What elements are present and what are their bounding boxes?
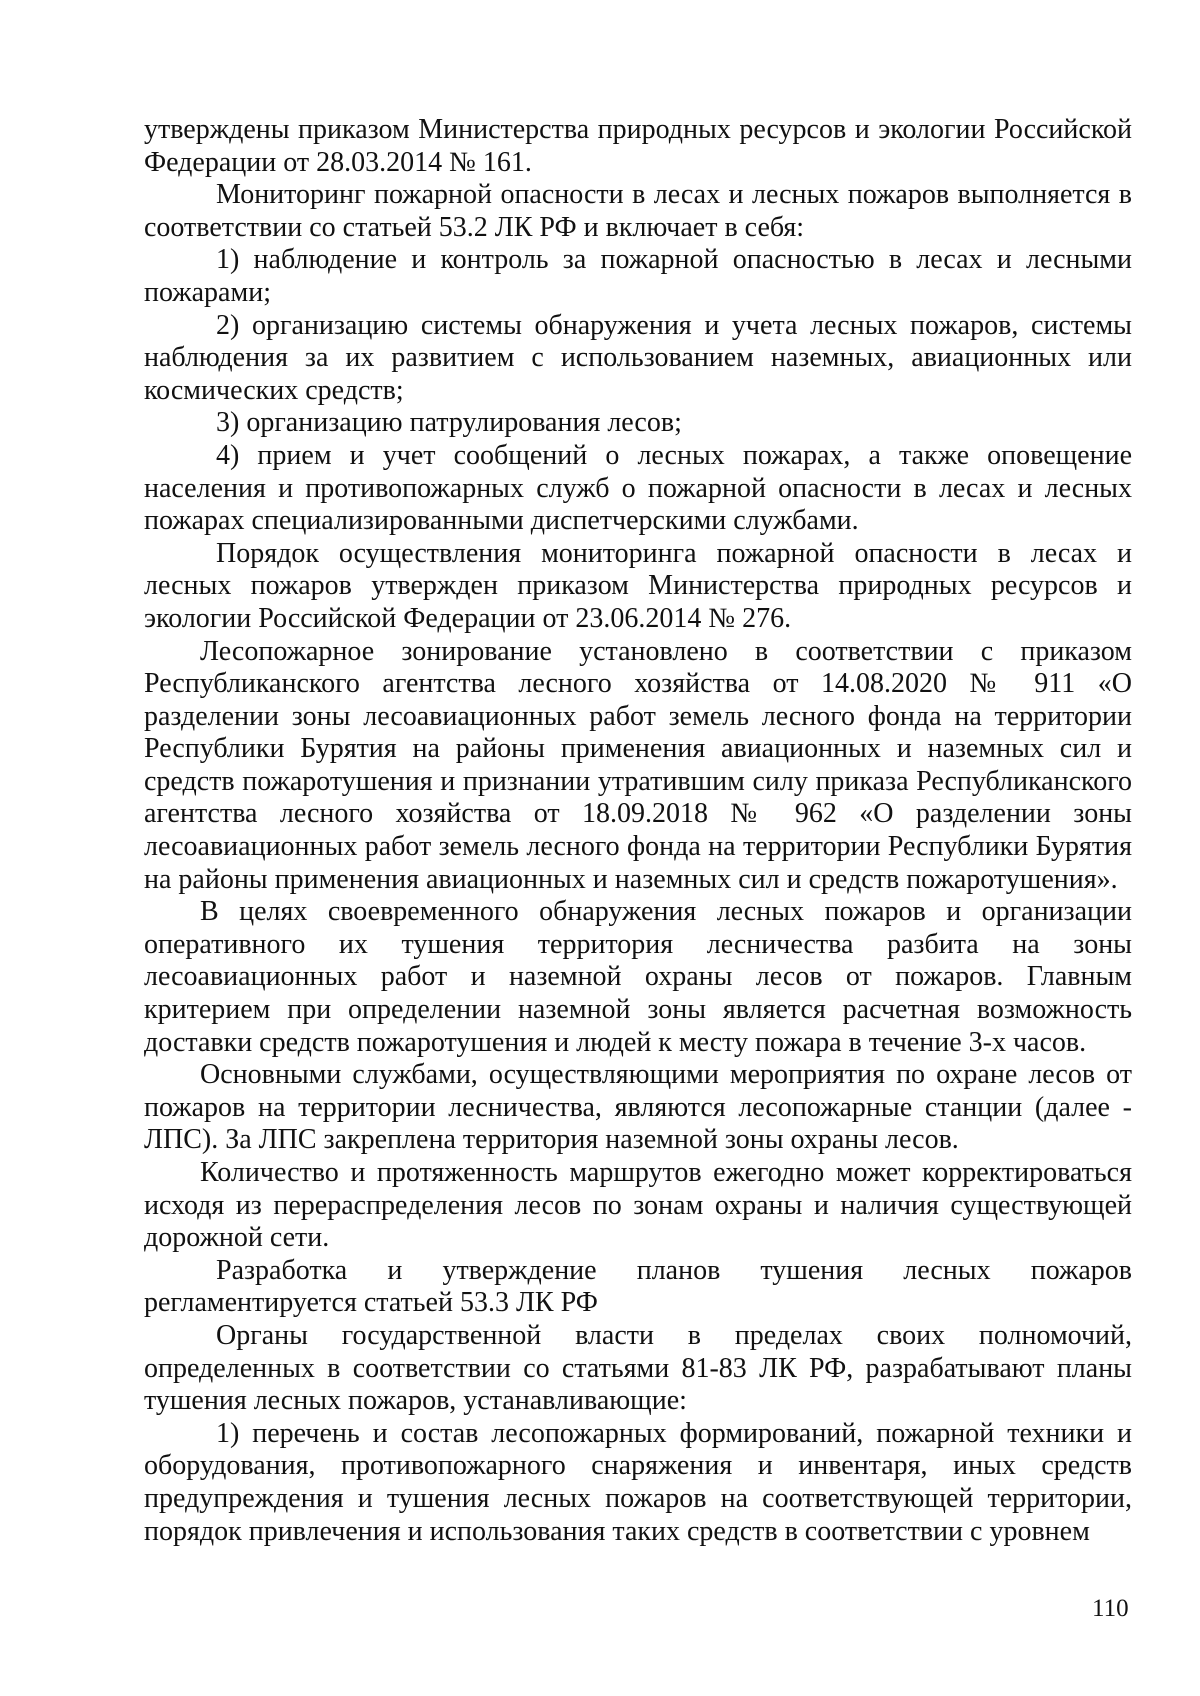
list-item-1-observation: 1) наблюдение и контроль за пожарной опасностью в лесах и лесными пожарами; bbox=[144, 244, 1132, 308]
paragraph-routes: Количество и протяженность маршрутов ежегодно может корректироваться исходя из перераспределения лесов по зонам охраны и наличия существующей дорожной сети. bbox=[144, 1157, 1132, 1254]
paragraph-authorities: Органы государственной власти в пределах своих полномочий, определенных в соответствии со статьями 81-83 ЛК РФ, разрабатывают планы тушения лесных пожаров, устанавливающие: bbox=[144, 1319, 1132, 1417]
paragraph-monitoring-order: Порядок осуществления мониторинга пожарной опасности в лесах и лесных пожаров утвержден приказом Министерства природных ресурсов и экологии Российской Федерации от 23.06.2014 № 276. bbox=[144, 537, 1132, 634]
list-item-3-patrolling: 3) организацию патрулирования лесов; bbox=[216, 407, 682, 439]
paragraph-order-continuation: утверждены приказом Министерства природных ресурсов и экологии Российской Федерации от 28.03.2014 № 161. bbox=[144, 114, 1132, 178]
page-number: 110 bbox=[1092, 1595, 1129, 1622]
list-item-1-formations: 1) перечень и состав лесопожарных формирований, пожарной техники и оборудования, противопожарного снаряжения и инвентаря, иных средств предупреждения и тушения лесных пожаров на соответствующей территории, порядок привлечения и использования таких средств в соответствии с уровнем bbox=[144, 1417, 1132, 1547]
list-item-2-detection-system: 2) организацию системы обнаружения и учета лесных пожаров, системы наблюдения за их развитием с использованием наземных, авиационных или космических средств; bbox=[144, 309, 1132, 406]
paragraph-zones: В целях своевременного обнаружения лесных пожаров и организации оперативного их тушения территория лесничества разбита на зоны лесоавиационных работ и наземной охраны лесов от пожаров. Главным критерием при определении наземной зоны является расчетная возможность доставки средств пожаротушения и людей к месту пожара в течение 3-х часов. bbox=[144, 896, 1132, 1058]
paragraph-monitoring-intro: Мониторинг пожарной опасности в лесах и лесных пожаров выполняется в соответствии со статьей 53.2 ЛК РФ и включает в себя: bbox=[144, 179, 1132, 243]
paragraph-fire-zoning: Лесопожарное зонирование установлено в соответствии с приказом Республиканского агентства лесного хозяйства от 14.08.2020 № 911 «О разделении зоны лесоавиационных работ земель лесного фонда на территории Республики Бурятия на районы применения авиационных и наземных сил и средств пожаротушения и признании утратившим силу приказа Республиканского агентства лесного хозяйства от 18.09.2018 № 962 «О разделении зоны лесоавиационных работ земель лесного фонда на территории Республики Бурятия на районы применения авиационных и наземных сил и средств пожаротушения». bbox=[144, 635, 1132, 895]
document-body bbox=[144, 114, 1132, 1548]
paragraph-fire-plans: Разработка и утверждение планов тушения лесных пожаров регламентируется статьей 53.3 ЛК РФ bbox=[144, 1254, 1132, 1319]
paragraph-fire-stations: Основными службами, осуществляющими мероприятия по охране лесов от пожаров на территории лесничества, являются лесопожарные станции (далее - ЛПС). За ЛПС закреплена территория наземной зоны охраны лесов. bbox=[144, 1059, 1132, 1156]
list-item-4-reports: 4) прием и учет сообщений о лесных пожарах, а также оповещение населения и противопожарных служб о пожарной опасности в лесах и лесных пожарах специализированными диспетчерскими службами. bbox=[144, 439, 1132, 537]
